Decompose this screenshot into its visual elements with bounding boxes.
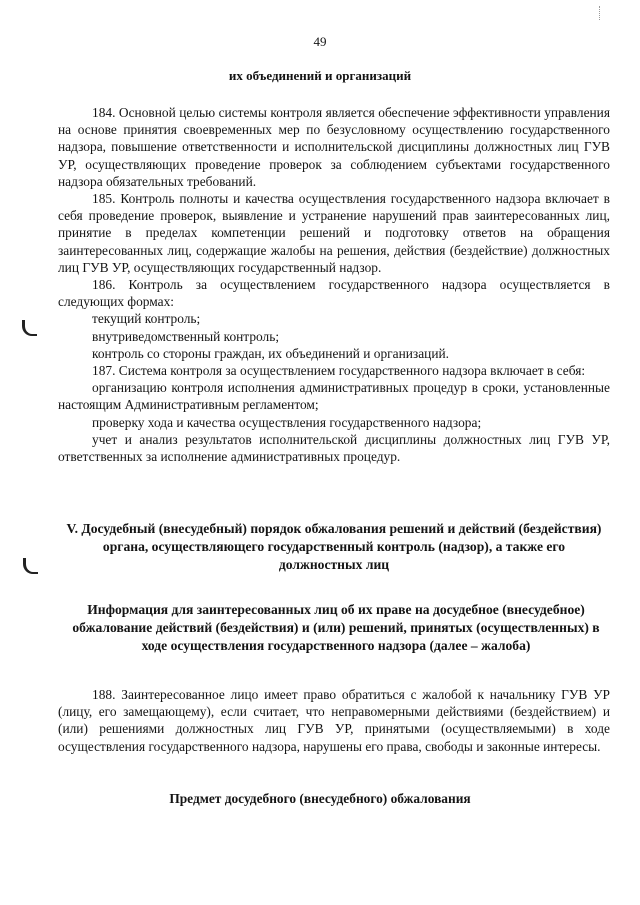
continued-heading: их объединений и организаций [228,68,412,83]
scan-artifact [22,320,37,336]
list-item: проверку хода и качества осуществления государственного надзора; [92,414,482,430]
list-item: контроль со стороны граждан, их объединений и организаций. [92,345,450,361]
page-number: 49 [313,34,327,49]
subject-heading: Предмет досудебного (внесудебного) обжалования [169,791,471,806]
scan-artifact [599,6,602,20]
list-item: организацию контроля исполнения административных процедур в сроки, установленные настоящим Административным регламентом; [58,380,610,413]
paragraph-184: 184. Основной целью системы контроля является обеспечение эффективности управления на основе принятия своевременных мер по безусловному осуществлению государственного надзора, повышение ответственности и исполнительской дисциплины должностных лиц ГУВ УР, осуществляющих проведение проверок за соблюдением субъектами государственного надзора обязательных требований. [58,105,610,189]
body-text [58,104,610,465]
list-item: текущий контроль; [92,311,201,327]
paragraph-188: 188. Заинтересованное лицо имеет право обратиться с жалобой к начальнику ГУВ УР (лицу, его замещающему), если считает, что неправомерными действиями (бездействием) и (или) решениями должностных лиц ГУВ УР, принятыми (осуществляемыми) в ходе осуществления государственного надзора, нарушены его права, свободы и законные интересы. [58,687,610,754]
paragraph-188-block [58,686,610,755]
list-item: учет и анализ результатов исполнительской дисциплины должностных лиц ГУВ УР, ответственных за исполнение административных процедур. [58,431,610,465]
list-item: внутриведомственный контроль; [92,328,280,344]
paragraph-185: 185. Контроль полноты и качества осуществления государственного надзора включает в себя проведение проверок, выявление и устранение нарушений прав заинтересованных лиц, принятие в пределах компетенции решений и подготовку ответов на обращения заинтересованных лиц, содержащие жалобы на решения, действия (бездействие) должностных лиц ГУВ УР, осуществляющих государственный надзор. [58,191,610,275]
paragraph-187: 187. Система контроля за осуществлением государственного надзора включает в себя: [92,363,586,379]
info-heading: Информация для заинтересованных лиц об их праве на досудебное (внесудебное) обжалование действий (бездействия) и (или) решений, принятых (осуществленных) в ходе осуществления государственного надзора (далее – жалоба) [72,602,600,653]
scan-artifact [23,558,38,574]
paragraph-186: 186. Контроль за осуществлением государственного надзора осуществляется в следующих формах: [58,277,610,310]
section-v-title: V. Досудебный (внесудебный) порядок обжалования решений и действий (бездействия) органа, осуществляющего государственный контроль (надзор), а также его должностных лиц [66,521,602,572]
